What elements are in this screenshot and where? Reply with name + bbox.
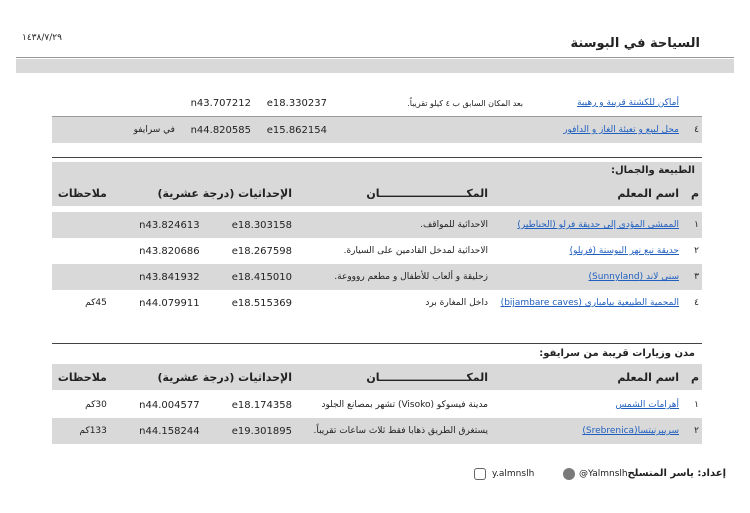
coord-e: e18.267598 bbox=[231, 245, 292, 257]
place-link[interactable]: الممشى المؤدي إلى حديقة فرلو (الحناطير) bbox=[517, 220, 679, 230]
row-number: ٣ bbox=[694, 272, 699, 282]
coord-e: e18.174358 bbox=[231, 399, 292, 411]
row-number: ٤ bbox=[694, 298, 699, 308]
coord-n: n43.841932 bbox=[139, 271, 200, 283]
col-coords: الإحداثيات (درجة عشرية) bbox=[110, 364, 295, 390]
coord-e: e18.515369 bbox=[231, 297, 292, 309]
coord-n: n44.004577 bbox=[139, 399, 200, 411]
row-number: ١ bbox=[694, 400, 699, 410]
place-link[interactable]: سريبرنيتسا(Srebrenica) bbox=[582, 426, 679, 436]
notes bbox=[52, 264, 110, 290]
place-link[interactable]: حديقة نبع نهر البوسنة (فريلو) bbox=[569, 246, 679, 256]
place-description: مدينة فيسوكو (Visoko) تشهر بمصانع الجلود bbox=[321, 400, 488, 410]
col-place: المكـــــــــــــــــــــــان bbox=[295, 180, 491, 206]
instagram-group bbox=[474, 468, 534, 480]
col-name: اسم المعلم bbox=[491, 180, 682, 206]
table-row bbox=[52, 238, 702, 264]
notes bbox=[52, 90, 178, 117]
coord-e: e19.301895 bbox=[231, 425, 292, 437]
coord-e: e18.330237 bbox=[254, 90, 330, 117]
place-link[interactable]: محل لبيع و تعبئة الغاز و الدافور bbox=[563, 125, 679, 135]
header-band bbox=[16, 59, 734, 73]
table-row bbox=[52, 117, 702, 144]
instagram-icon bbox=[474, 468, 486, 480]
place-description: يستغرق الطريق ذهابا فقط ثلاث ساعات تقريباً. bbox=[313, 426, 488, 436]
row-number: ٢ bbox=[694, 246, 699, 256]
row-number: ٢ bbox=[694, 426, 699, 436]
notes: في سرايفو bbox=[133, 125, 175, 135]
table-row bbox=[52, 290, 702, 316]
place-description: زحليقة و ألعاب للأطفال و مطعم روووعة. bbox=[334, 272, 488, 282]
coord-n: n43.824613 bbox=[139, 219, 200, 231]
coord-n: n44.079911 bbox=[139, 297, 200, 309]
prepared-by: إعداد: ياسر المنسلح bbox=[627, 468, 726, 479]
twitter-handle-group bbox=[563, 468, 628, 480]
coord-n: n43.820686 bbox=[139, 245, 200, 257]
divider bbox=[16, 57, 734, 58]
table-row bbox=[52, 90, 702, 117]
coord-e: e18.415010 bbox=[231, 271, 292, 283]
table-header bbox=[52, 364, 702, 390]
table-row bbox=[52, 264, 702, 290]
twitter-handle[interactable]: @Yalmnslh bbox=[579, 469, 628, 479]
section-band bbox=[52, 162, 702, 180]
page-title: السياحة في البوسنة bbox=[570, 36, 700, 51]
coord-n: n43.707212 bbox=[178, 90, 254, 117]
row-number bbox=[682, 90, 702, 117]
section-divider bbox=[52, 343, 702, 344]
notes bbox=[52, 238, 110, 264]
place-description: الاحداثية لمدخل القادمين على السيارة. bbox=[343, 246, 488, 256]
section-caption: الطبيعة والجمال: bbox=[610, 165, 695, 176]
place-description: داخل المغارة برد bbox=[425, 298, 488, 308]
place-description: بعد المكان السابق ب ٤ كيلو تقريباً. bbox=[330, 90, 526, 117]
notes: 133كم bbox=[79, 426, 107, 436]
place-link[interactable]: أهرامات الشمس bbox=[615, 400, 679, 410]
place-link[interactable]: أماكن للكشتة قريبة و رهيبة bbox=[526, 90, 682, 117]
place-link[interactable]: سني لاند (Sunnyland) bbox=[588, 272, 679, 282]
col-m: م bbox=[682, 364, 702, 390]
table-row bbox=[52, 212, 702, 238]
row-number: ٤ bbox=[694, 125, 699, 135]
table-header bbox=[52, 180, 702, 206]
col-coords: الإحداثيات (درجة عشرية) bbox=[110, 180, 295, 206]
notes bbox=[52, 212, 110, 238]
section-divider bbox=[52, 157, 702, 158]
coord-e: e18.303158 bbox=[231, 219, 292, 231]
place-description: الاحداثية للمواقف. bbox=[420, 220, 488, 230]
coord-e: e15.862154 bbox=[266, 124, 327, 136]
col-notes: ملاحظات bbox=[52, 180, 110, 206]
table-row bbox=[52, 392, 702, 418]
table-row bbox=[52, 418, 702, 444]
instagram-handle[interactable]: y.almnslh bbox=[492, 469, 535, 479]
col-notes: ملاحظات bbox=[52, 364, 110, 390]
telegram-icon bbox=[563, 468, 575, 480]
col-name: اسم المعلم bbox=[491, 364, 682, 390]
col-m: م bbox=[682, 180, 702, 206]
top-table bbox=[52, 90, 702, 143]
row-number: ١ bbox=[694, 220, 699, 230]
notes: 30كم bbox=[85, 400, 107, 410]
nature-table bbox=[52, 180, 702, 316]
section-caption: مدن وزيارات قريبة من سرايفو: bbox=[539, 348, 695, 359]
page-date: ١٤٣٨/٧/٢٩ bbox=[22, 33, 62, 43]
coord-n: n44.820585 bbox=[190, 124, 251, 136]
place-description bbox=[330, 117, 526, 144]
notes: 45كم bbox=[85, 298, 107, 308]
coord-n: n44.158244 bbox=[139, 425, 200, 437]
cities-table bbox=[52, 364, 702, 444]
col-place: المكـــــــــــــــــــــــان bbox=[295, 364, 491, 390]
place-link[interactable]: المحمية الطبيعية بيامباري (bijambare caves) bbox=[500, 298, 679, 308]
